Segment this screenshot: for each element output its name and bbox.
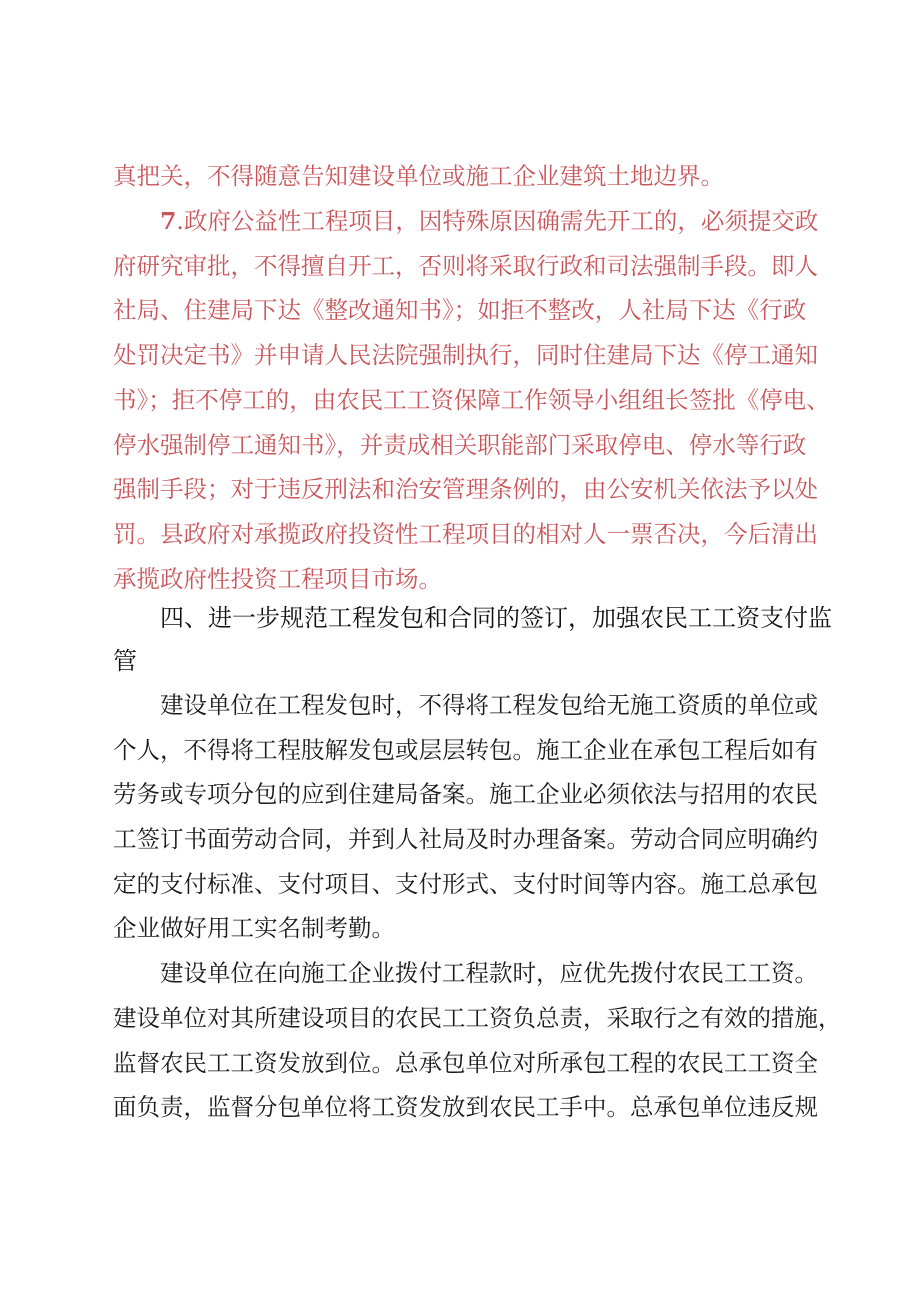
red-paragraph-2-line-7: 强制手段；对于违反刑法和治安管理条例的，由公安机关依法予以处: [113, 475, 818, 503]
black-paragraph-2-line-1: 建设单位在向施工企业拨付工程款时，应优先拨付农民工工资。: [160, 959, 818, 987]
red-paragraph-2-line-4: 处罚决定书》并申请人民法院强制执行，同时住建局下达《停工通知: [113, 341, 818, 369]
item-number: 7: [160, 207, 177, 235]
black-paragraph-1-line-1: 建设单位在工程发包时，不得将工程发包给无施工资质的单位或: [160, 691, 818, 719]
black-paragraph-1-line-6: 企业做好用工实名制考勤。: [113, 914, 395, 942]
red-paragraph-2-line-1-text: .政府公益性工程项目，因特殊原因确需先开工的，必须提交政: [176, 207, 819, 235]
red-paragraph-2-line-1: [160, 201, 818, 241]
black-paragraph-2-line-3: 监督农民工工资发放到位。总承包单位对所承包工程的农民工工资全: [113, 1049, 818, 1077]
red-paragraph-2-line-3: 社局、住建局下达《整改通知书》；如拒不整改，人社局下达《行政: [113, 296, 807, 324]
black-paragraph-1-line-3: 劳务或专项分包的应到住建局备案。施工企业必须依法与招用的农民: [113, 780, 818, 808]
red-paragraph-2-line-2: 府研究审批，不得擅自开工，否则将采取行政和司法强制手段。即人: [113, 252, 818, 280]
section-heading-line-2: 管: [113, 647, 137, 675]
red-paragraph-2-line-8: 罚。县政府对承揽政府投资性工程项目的相对人一票否决，今后清出: [113, 520, 818, 548]
red-paragraph-1-line-1: 真把关，不得随意告知建设单位或施工企业建筑土地边界。: [113, 162, 724, 190]
black-paragraph-1-line-5: 定的支付标准、支付项目、支付形式、支付时间等内容。施工总承包: [113, 870, 818, 898]
red-paragraph-2-line-5: 书》；拒不停工的，由农民工工资保障工作领导小组组长签批《停电、: [113, 386, 830, 414]
black-paragraph-1-line-2: 个人，不得将工程肢解发包或层层转包。施工企业在承包工程后如有: [113, 736, 818, 764]
section-heading-line-1: 四、进一步规范工程发包和合同的签订，加强农民工工资支付监: [160, 604, 832, 632]
black-paragraph-2-line-2: 建设单位对其所建设项目的农民工工资负总责，采取行之有效的措施，: [113, 1004, 842, 1032]
black-paragraph-2-line-4: 面负责，监督分包单位将工资发放到农民工手中。总承包单位违反规: [113, 1093, 818, 1121]
red-paragraph-2-line-6: 停水强制停工通知书》，并责成相关职能部门采取停电、停水等行政: [113, 431, 807, 459]
red-paragraph-2-line-9: 承揽政府性投资工程项目市场。: [113, 565, 442, 593]
black-paragraph-1-line-4: 工签订书面劳动合同，并到人社局及时办理备案。劳动合同应明确约: [113, 825, 818, 853]
